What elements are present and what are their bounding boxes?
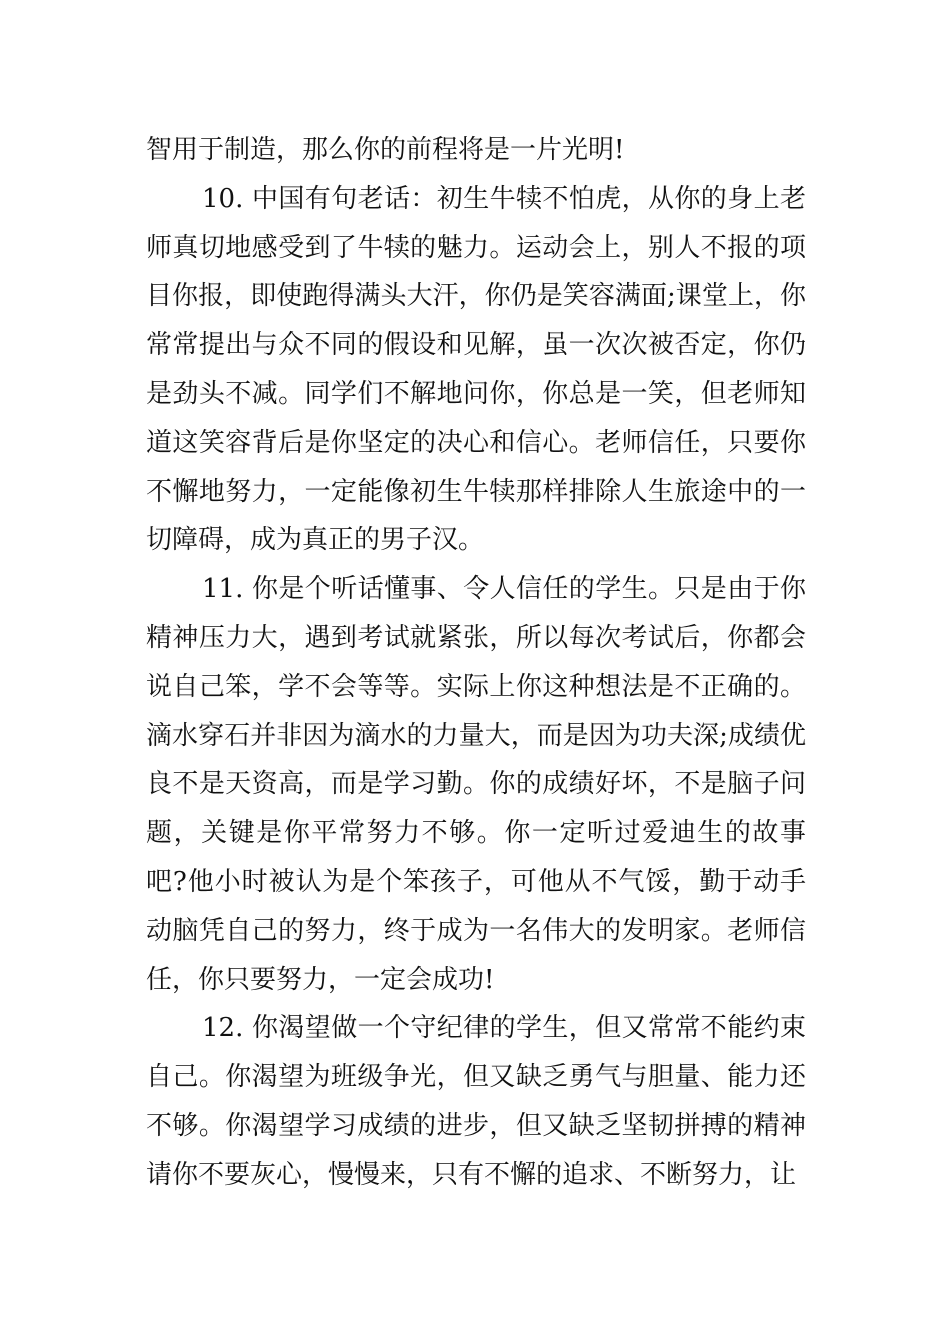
document-body [146, 126, 806, 1200]
paragraph-item-12: 12. 你渴望做一个守纪律的学生，但又常常不能约束自己。你渴望为班级争光，但又缺乏勇气与胆量、能力还不够。你渴望学习成绩的进步，但又缺乏坚韧拼搏的精神请你不要灰心，慢慢来，只有不懈的追求、不断努力，让 [146, 1013, 806, 1190]
paragraph-item-10: 10. 中国有句老话：初生牛犊不怕虎，从你的身上老师真切地感受到了牛犊的魅力。运动会上，别人不报的项目你报，即使跑得满头大汗，你仍是笑容满面;课堂上，你常常提出与众不同的假设和见解，虽一次次被否定，你仍是劲头不减。同学们不解地问你，你总是一笑，但老师知道这笑容背后是你坚定的决心和信心。老师信任，只要你不懈地努力，一定能像初生牛犊那样排除人生旅途中的一切障碍，成为真正的男子汉。 [146, 183, 806, 556]
paragraph-item-11: 11. 你是个听话懂事、令人信任的学生。只是由于你精神压力大，遇到考试就紧张，所以每次考试后，你都会说自己笨，学不会等等。实际上你这种想法是不正确的。滴水穿石并非因为滴水的力量大，而是因为功夫深;成绩优良不是天资高，而是学习勤。你的成绩好坏，不是脑子问题，关键是你平常努力不够。你一定听过爱迪生的故事吧?他小时被认为是个笨孩子，可他从不气馁，勤于动手动脑凭自己的努力，终于成为一名伟大的发明家。老师信任，你只要努力，一定会成功! [146, 574, 806, 995]
paragraph-continuation: 智用于制造，那么你的前程将是一片光明! [146, 135, 625, 165]
